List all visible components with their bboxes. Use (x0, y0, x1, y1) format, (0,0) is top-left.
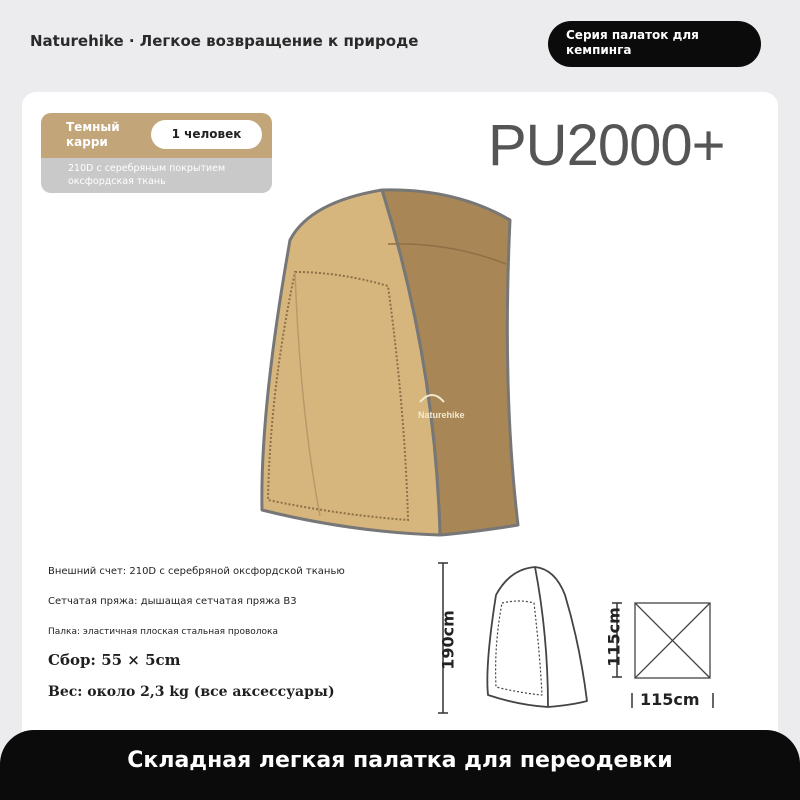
variant-badge (41, 113, 272, 193)
spec-packed-size: Сбор: 55 × 5cm (48, 651, 181, 669)
color-name: Темный карри (66, 120, 120, 149)
spec-pole: Палка: эластичная плоская стальная проволока (48, 627, 278, 637)
tent-logo-text: Naturehike (418, 410, 465, 420)
depth-dimension: 115cm (604, 607, 624, 667)
tent-outline-icon (487, 567, 587, 707)
fabric-note: 210D с серебряным покрытием оксфордская ткань (68, 163, 226, 187)
waterproof-rating: PU2000+ (488, 113, 725, 178)
floor-plan-icon (635, 603, 710, 678)
height-dimension: 190cm (438, 610, 458, 670)
spec-mesh: Сетчатая пряжа: дышащая сетчатая пряжа B3 (48, 596, 297, 607)
product-title-banner: Складная легкая палатка для переодевки (0, 730, 800, 800)
series-label: Серия палаток для кемпинга (548, 21, 761, 67)
width-dimension: 115cm (640, 690, 700, 709)
spec-outer-fabric: Внешний счет: 210D с серебряной оксфордской тканью (48, 566, 345, 577)
badge-bottom-band (41, 158, 272, 193)
spec-weight: Вес: около 2,3 kg (все аксессуары) (48, 684, 335, 700)
brand-tagline: Naturehike · Легкое возвращение к природе (30, 32, 419, 50)
capacity-pill: 1 человек (151, 120, 262, 149)
tent-image (240, 180, 530, 560)
